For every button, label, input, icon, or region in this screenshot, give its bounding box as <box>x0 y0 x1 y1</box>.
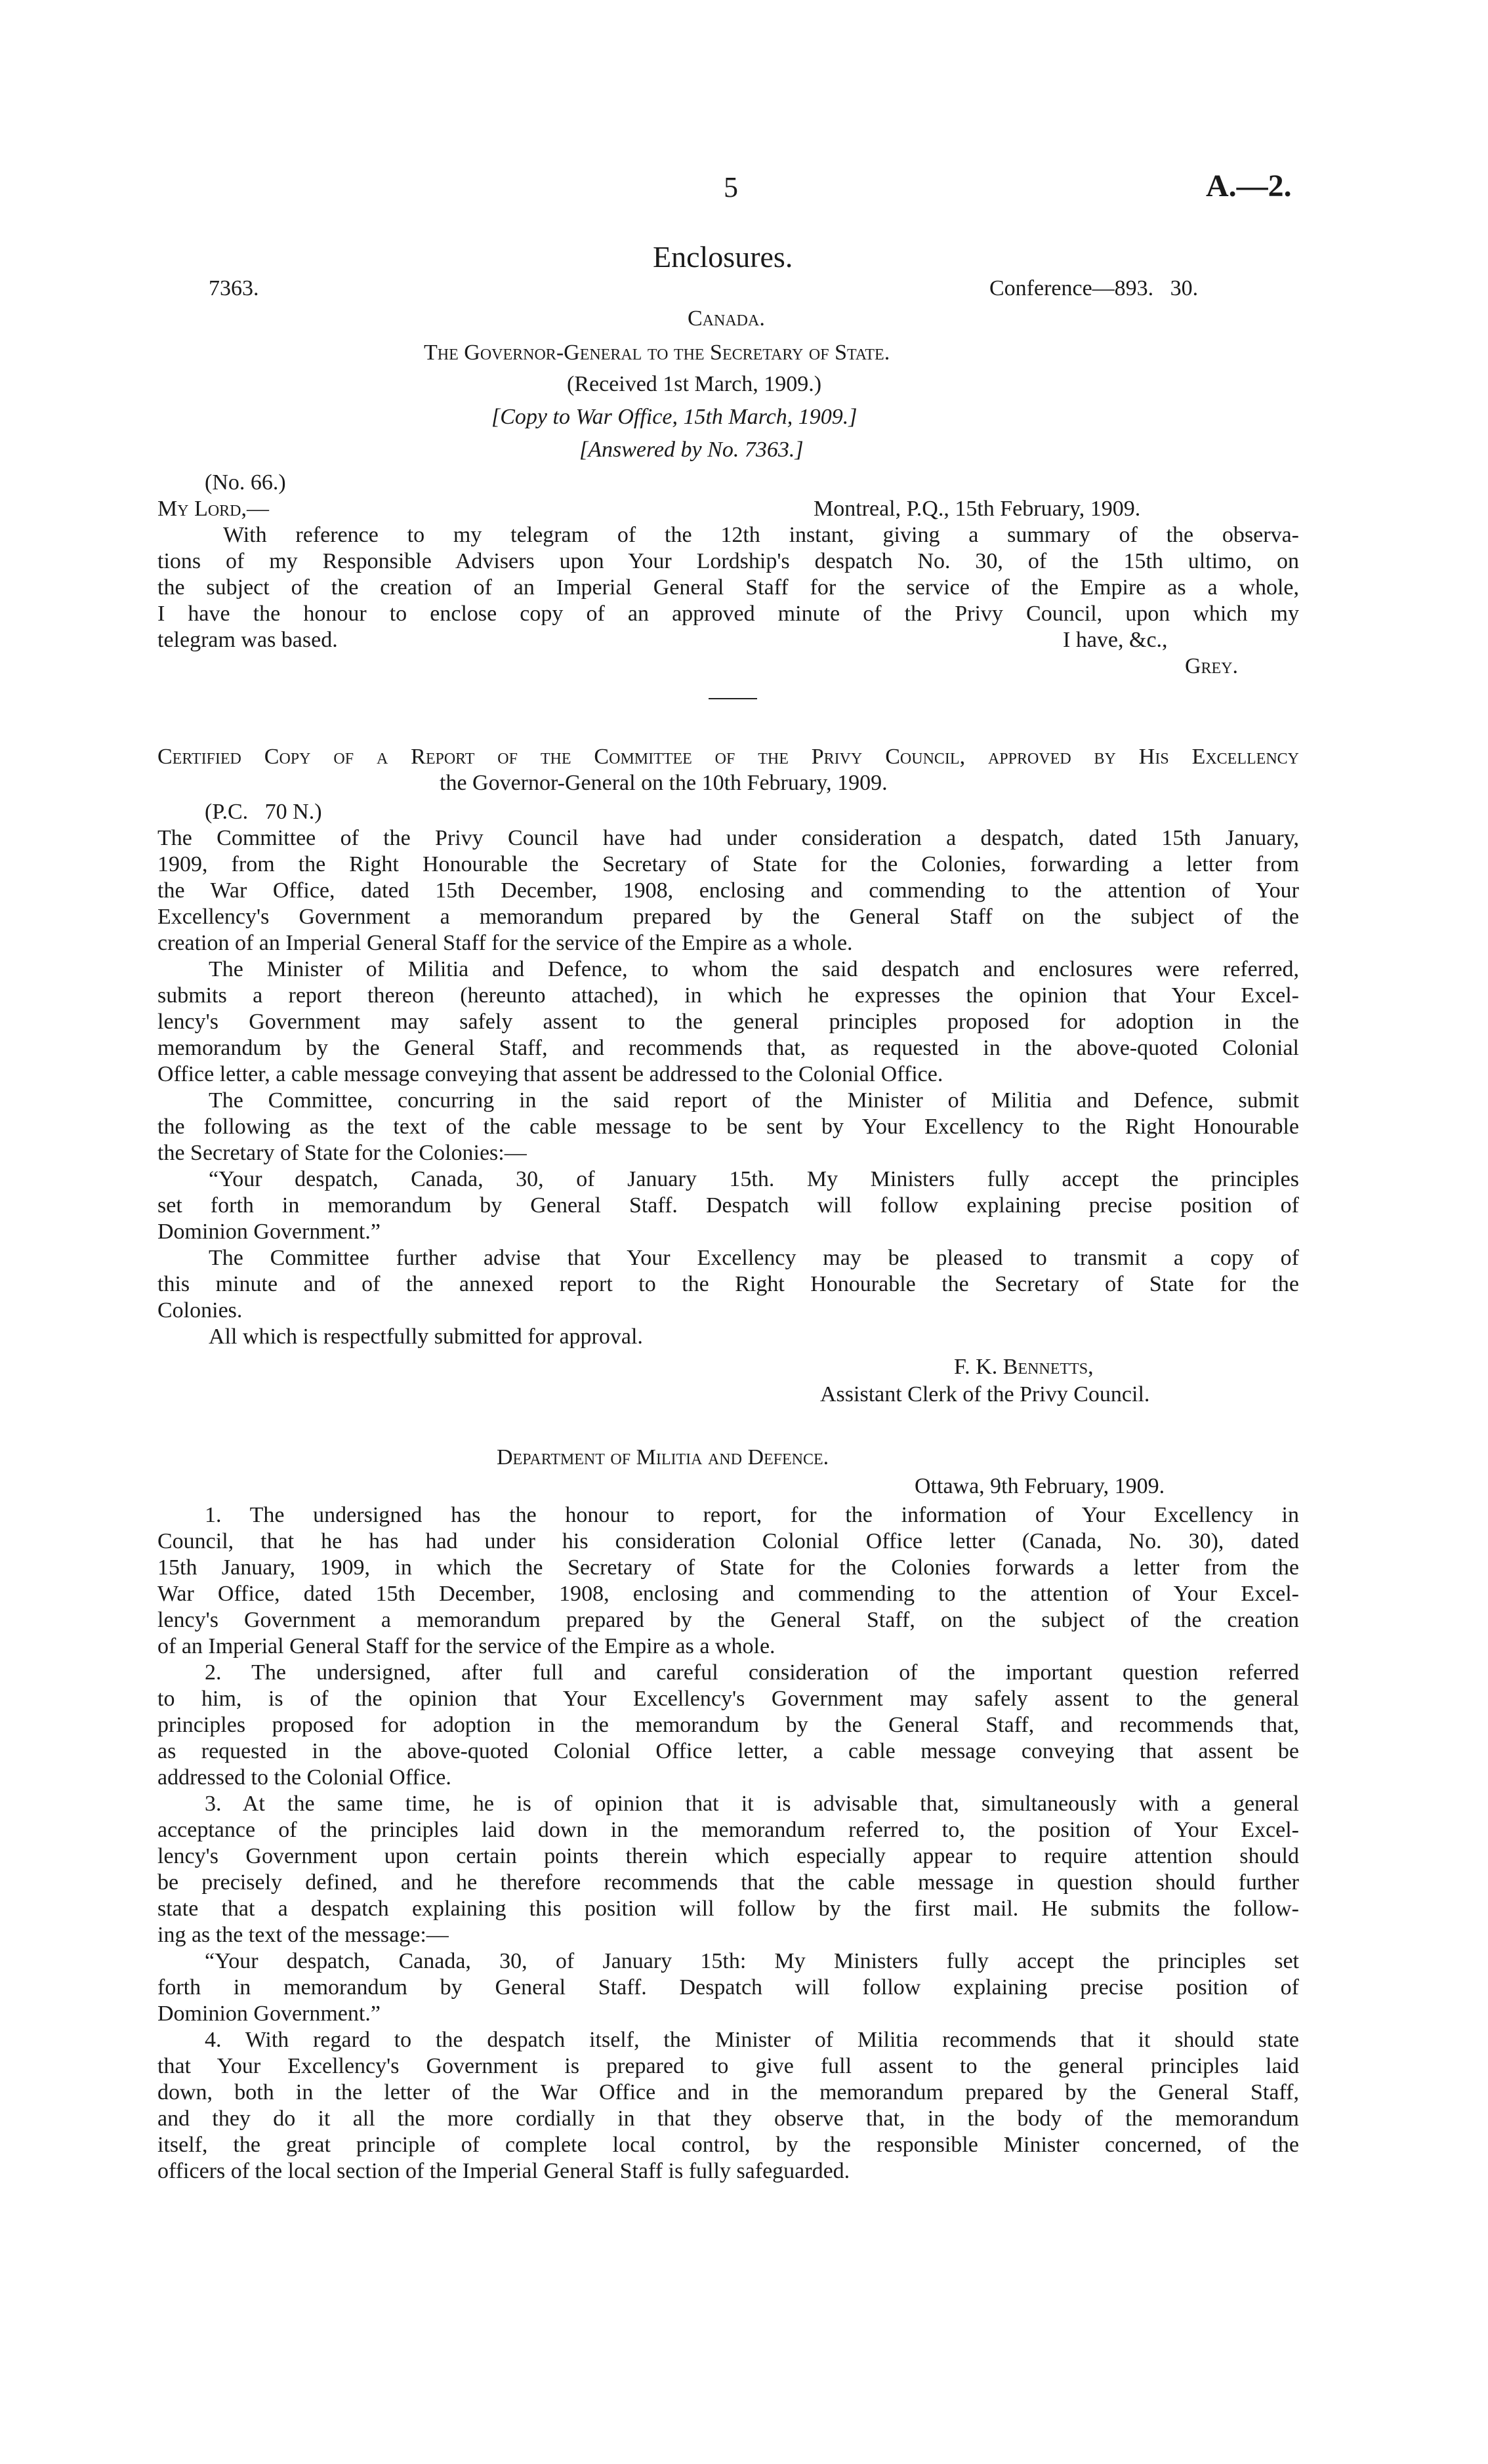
department-paragraph-line: as requested in the above-quoted Colonial Office letter, a cable message conveying that assent be <box>157 1739 1299 1763</box>
letter-line: tions of my Responsible Advisers upon Your Lordship's despatch No. 30, of the 15th ultimo, on <box>157 549 1299 573</box>
certified-paragraph-line: The Minister of Militia and Defence, to whom the said despatch and enclosures were referred, <box>209 957 1299 981</box>
certified-signer-title: Assistant Clerk of the Privy Council. <box>820 1382 1150 1407</box>
certified-reference: (P.C. 70 N.) <box>205 800 322 824</box>
department-paragraph-line: Council, that he has had under his consideration Colonial Office letter (Canada, No. 30), dated <box>157 1529 1299 1553</box>
certified-paragraph-line: the following as the text of the cable message to be sent by Your Excellency to the Right Honourable <box>157 1115 1299 1139</box>
letter-copy-note: [Copy to War Office, 15th March, 1909.] <box>491 405 858 429</box>
department-paragraph-line: 1. The undersigned has the honour to report, for the information of Your Excellency in <box>205 1503 1299 1527</box>
department-paragraph-line: acceptance of the principles laid down in the memorandum referred to, the position of Your Excel- <box>157 1818 1299 1842</box>
certified-paragraph-line: this minute and of the annexed report to the Right Honourable the Secretary of State for the <box>157 1272 1299 1296</box>
certified-submission: All which is respectfully submitted for approval. <box>209 1324 643 1349</box>
department-paragraph-last: officers of the local section of the Imperial General Staff is fully safeguarded. <box>157 2159 850 2183</box>
certified-paragraph-line: The Committee, concurring in the said report of the Minister of Militia and Defence, submit <box>209 1088 1299 1113</box>
department-paragraph-last: ing as the text of the message:— <box>157 1923 449 1947</box>
department-paragraph-line: that Your Excellency's Government is prepared to give full assent to the general principles laid <box>157 2054 1299 2078</box>
certified-paragraph-line: 1909, from the Right Honourable the Secretary of State for the Colonies, forwarding a letter from <box>157 852 1299 876</box>
certified-paragraph-last: creation of an Imperial General Staff for the service of the Empire as a whole. <box>157 931 853 955</box>
department-paragraph-line: 15th January, 1909, in which the Secretary of State for the Colonies forwards a letter from the <box>157 1555 1299 1580</box>
page-number: 5 <box>724 171 738 203</box>
letter-last-line: telegram was based. <box>157 628 338 652</box>
certified-quote-last: Dominion Government.” <box>157 1220 381 1244</box>
letter-received: (Received 1st March, 1909.) <box>567 372 822 396</box>
letter-answered: [Answered by No. 7363.] <box>579 438 804 462</box>
department-paragraph-line: 2. The undersigned, after full and careful consideration of the important question referred <box>205 1660 1299 1685</box>
letter-country: Canada. <box>688 306 765 331</box>
department-paragraph-line: 4. With regard to the despatch itself, the Minister of Militia recommends that it should state <box>205 2028 1299 2052</box>
certified-paragraph-line: memorandum by the General Staff, and recommends that, as requested in the above-quoted Colonial <box>157 1036 1299 1060</box>
department-place-date: Ottawa, 9th February, 1909. <box>915 1474 1165 1498</box>
department-paragraph-line: lency's Government upon certain points therein which especially appear to require attention should <box>157 1844 1299 1868</box>
letter-number: (No. 66.) <box>205 470 286 495</box>
department-paragraph-line: itself, the great principle of complete local control, by the responsible Minister concerned, of the <box>157 2133 1299 2157</box>
letter-closing: I have, &c., <box>1063 628 1168 652</box>
letter-line: I have the honour to enclose copy of an approved minute of the Privy Council, upon which my <box>157 602 1299 626</box>
letter-line: With reference to my telegram of the 12th instant, giving a summary of the observa- <box>223 523 1299 547</box>
certified-paragraph-line: The Committee further advise that Your Excellency may be pleased to transmit a copy of <box>209 1246 1299 1270</box>
certified-heading-line2: the Governor-General on the 10th February, 1909. <box>440 771 888 795</box>
left-reference: 7363. <box>209 276 259 300</box>
department-paragraph-line: War Office, dated 15th December, 1908, enclosing and commending to the attention of Your Excel- <box>157 1582 1299 1606</box>
certified-paragraph-line: the War Office, dated 15th December, 1908, enclosing and commending to the attention of Your <box>157 878 1299 903</box>
certified-paragraph-last: Office letter, a cable message conveying that assent be addressed to the Colonial Office. <box>157 1062 943 1086</box>
letter-signature: Grey. <box>1185 654 1239 678</box>
certified-paragraph-line: The Committee of the Privy Council have had under consideration a despatch, dated 15th January, <box>157 826 1299 850</box>
certified-paragraph-line: lency's Government may safely assent to the general principles proposed for adoption in the <box>157 1010 1299 1034</box>
department-quote-last: Dominion Government.” <box>157 2002 381 2026</box>
certified-signer: F. K. Bennetts, <box>954 1355 1094 1379</box>
department-paragraph-line: 3. At the same time, he is of opinion that it is advisable that, simultaneously with a general <box>205 1792 1299 1816</box>
department-paragraph-line: and they do it all the more cordially in that they observe that, in the body of the memorandum <box>157 2106 1299 2131</box>
department-paragraph-last: addressed to the Colonial Office. <box>157 1765 451 1790</box>
department-quote-line: “Your despatch, Canada, 30, of January 15th: My Ministers fully accept the principles set <box>205 1949 1299 1973</box>
certified-quote-line: set forth in memorandum by General Staff. Despatch will follow explaining precise position of <box>157 1193 1299 1218</box>
department-paragraph-line: down, both in the letter of the War Office and in the memorandum prepared by the General Staff, <box>157 2080 1299 2105</box>
department-paragraph-line: state that a despatch explaining this position will follow by the first mail. He submits the follow- <box>157 1897 1299 1921</box>
department-quote-line: forth in memorandum by General Staff. Despatch will follow explaining precise position of <box>157 1975 1299 2000</box>
department-paragraph-last: of an Imperial General Staff for the service of the Empire as a whole. <box>157 1634 775 1658</box>
certified-paragraph-line: submits a report thereon (hereunto attached), in which he expresses the opinion that Your Excel- <box>157 983 1299 1008</box>
certified-quote-line: “Your despatch, Canada, 30, of January 15th. My Ministers fully accept the principles <box>209 1167 1299 1191</box>
department-paragraph-line: to him, is of the opinion that Your Excellency's Government may safely assent to the general <box>157 1687 1299 1711</box>
department-paragraph-line: principles proposed for adoption in the memorandum by the General Staff, and recommends that, <box>157 1713 1299 1737</box>
letter-line: the subject of the creation of an Imperial General Staff for the service of the Empire as a whole, <box>157 575 1299 600</box>
letter-salutation: My Lord,— <box>157 497 270 521</box>
certified-heading: Certified Copy of a Report of the Committee of the Privy Council, approved by His Excellency <box>157 745 1299 769</box>
department-paragraph-line: lency's Government a memorandum prepared by the General Staff, on the subject of the creation <box>157 1608 1299 1632</box>
letter-place-date: Montreal, P.Q., 15th February, 1909. <box>814 497 1141 521</box>
department-paragraph-line: be precisely defined, and he therefore recommends that the cable message in question should further <box>157 1870 1299 1895</box>
certified-paragraph-last: the Secretary of State for the Colonies:— <box>157 1141 527 1165</box>
department-heading: Department of Militia and Defence. <box>497 1445 829 1469</box>
page-title: Enclosures. <box>653 240 793 274</box>
document-reference: A.—2. <box>1206 169 1292 203</box>
right-reference: Conference—893. 30. <box>989 276 1199 300</box>
certified-paragraph-line: Excellency's Government a memorandum prepared by the General Staff on the subject of the <box>157 905 1299 929</box>
letter-from-to: The Governor-General to the Secretary of State. <box>424 340 890 365</box>
certified-paragraph-last: Colonies. <box>157 1298 243 1323</box>
section-divider <box>709 698 757 699</box>
